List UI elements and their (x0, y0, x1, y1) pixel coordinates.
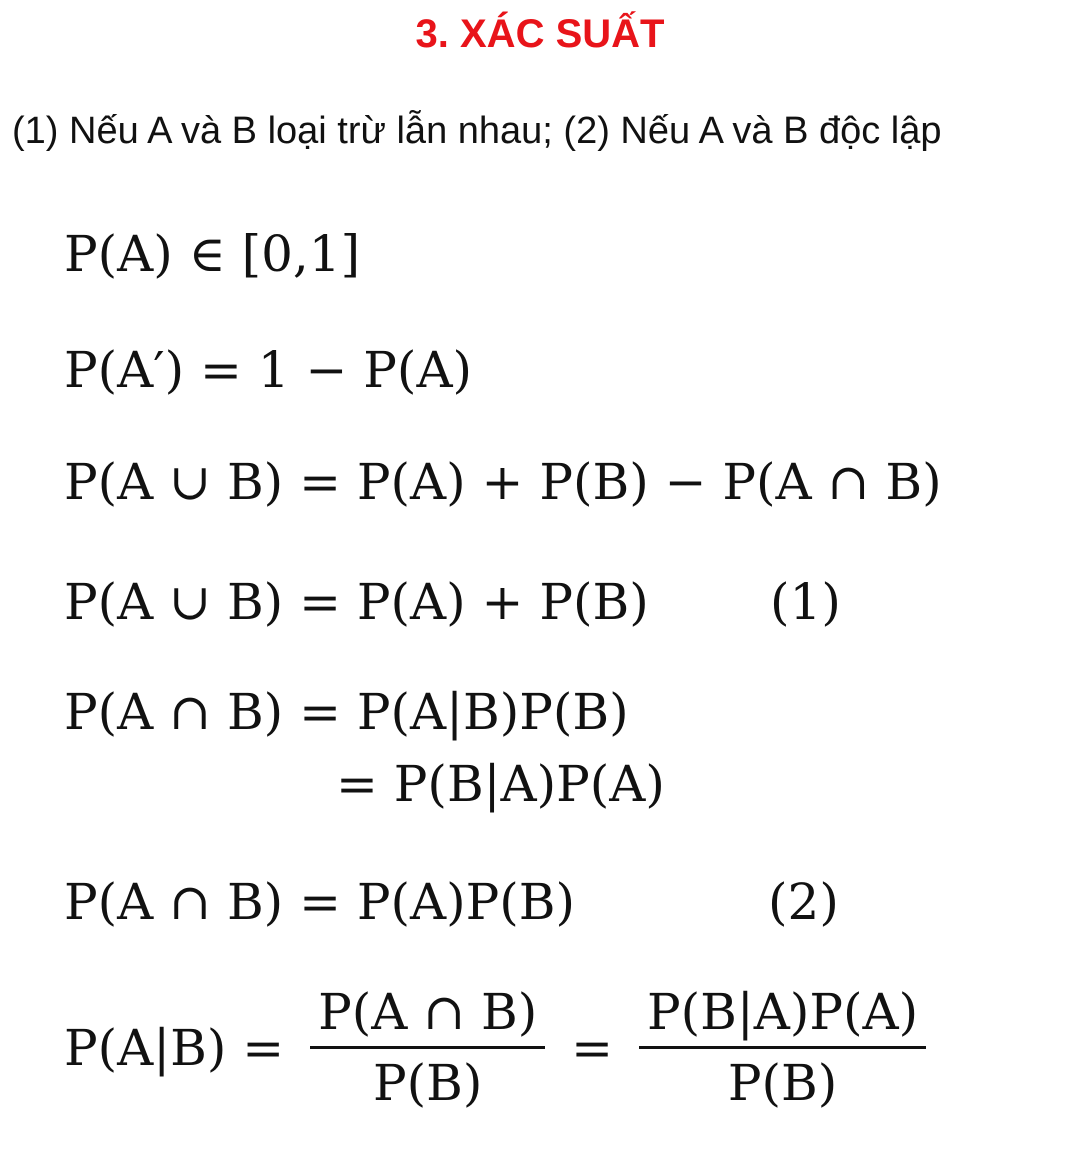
bayes-fraction-2 (639, 982, 926, 1113)
formula-probability-range: P(A) ∈ [0,1] (64, 225, 361, 283)
formula-intersection-independent: P(A ∩ B) = P(A)P(B) (64, 873, 576, 931)
formula-bayes (64, 982, 926, 1113)
formula-complement: P(A′) = 1 − P(A) (64, 341, 473, 399)
bayes-equals: = (571, 1018, 614, 1077)
formula-union-exclusive-tag: (1) (770, 573, 841, 631)
conditions-note: (1) Nếu A và B loại trừ lẫn nhau; (2) Nếu A và B độc lập (12, 110, 942, 152)
page-title: 3. XÁC SUẤT (415, 12, 665, 56)
bayes-fraction-2-numerator: P(B|A)P(A) (646, 983, 919, 1041)
bayes-lhs: P(A|B) = (64, 1018, 285, 1077)
fraction-bar (310, 1046, 545, 1049)
bayes-fraction-1-numerator: P(A ∩ B) (318, 983, 538, 1041)
formula-intersection-line2: = P(B|A)P(A) (336, 755, 665, 813)
bayes-fraction-1 (310, 982, 545, 1113)
formula-intersection-independent-tag: (2) (768, 873, 839, 931)
formula-intersection-line1: P(A ∩ B) = P(A|B)P(B) (64, 683, 629, 741)
bayes-fraction-2-denominator: P(B) (727, 1054, 838, 1112)
bayes-fraction-1-denominator: P(B) (372, 1054, 483, 1112)
formula-union-exclusive: P(A ∪ B) = P(A) + P(B) (64, 573, 649, 631)
fraction-bar (639, 1046, 926, 1049)
formula-union-general: P(A ∪ B) = P(A) + P(B) − P(A ∩ B) (64, 453, 942, 511)
